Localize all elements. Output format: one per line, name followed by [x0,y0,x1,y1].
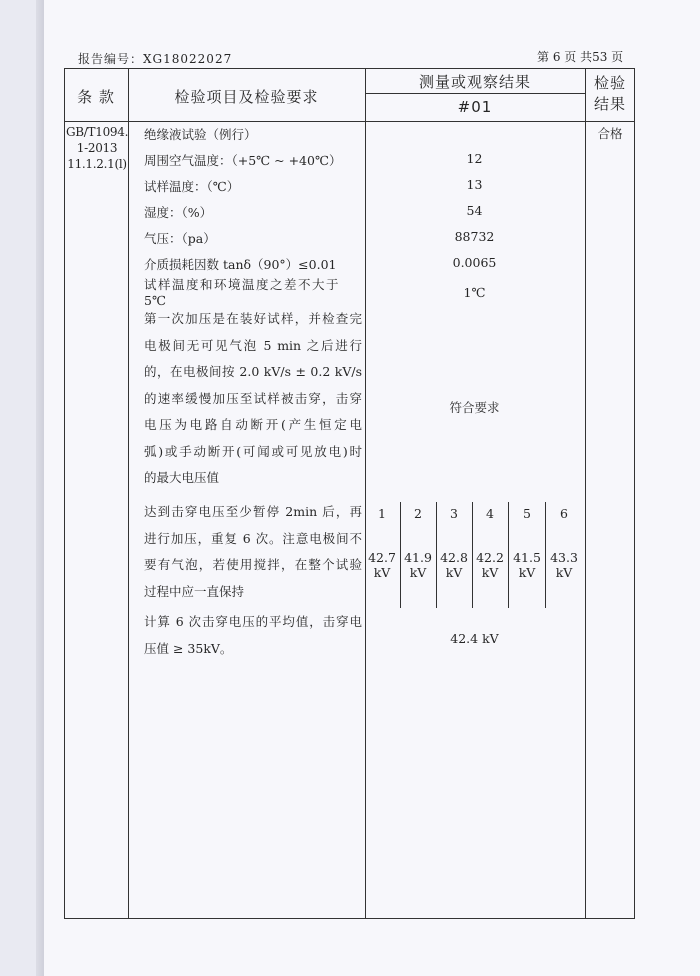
header-verdict-line1: 检验 [593,74,626,92]
header-item: 检验项目及检验要求 [174,88,319,106]
trial-voltage-unit: kV [481,565,499,580]
inspection-table [64,68,635,919]
trial-number: 4 [486,506,494,521]
test-title: 绝缘液试验（例行） [144,127,257,142]
dissipation-factor-label: 介质损耗因数 tanδ（90°）≤0.01 [144,257,337,272]
trial-voltage-unit: kV [373,565,391,580]
trial-voltage [472,550,508,580]
header-result: 测量或观察结果 [418,73,531,91]
clause-line: 11.1.2.1(l) [67,157,127,171]
column-divider [585,68,586,919]
trial-number: 2 [414,506,422,521]
average-text [144,609,362,662]
sample-temp-label: 试样温度：（℃） [144,179,240,194]
temp-diff-label-cont: 5℃ [144,293,166,308]
column-divider [128,68,129,919]
trial-voltage-value: 42.8 [440,550,468,565]
header-verdict-line2: 结果 [593,95,626,113]
trial-number: 6 [560,506,568,521]
report-number: 报告编号：XG18022027 [78,52,233,66]
clause-line: GB/T1094. [66,125,129,139]
procedure-line: 的，在电极间按 2.0 kV/s ± 0.2 kV/s [144,364,362,379]
repeat-line: 要有气泡，若使用搅拌，在整个试验 [144,557,362,572]
humidity-label: 湿度：（%） [144,205,213,220]
trial-voltage-value: 42.7 [368,550,396,565]
page-number: 第 6 页 共53 页 [537,50,624,64]
result-subheader-rule [365,93,585,94]
header-verdict [585,72,635,114]
trial-voltage-value: 43.3 [550,550,578,565]
sample-temp-value: 13 [466,177,483,192]
temp-diff-label: 试样温度和环境温度之差不大于 [144,277,341,292]
trial-voltage-unit: kV [518,565,536,580]
humidity-value: 54 [466,203,483,218]
repeat-line: 达到击穿电压至少暂停 2min 后，再 [144,504,362,519]
dissipation-factor-value: 0.0065 [452,255,497,270]
clause-reference [66,124,128,172]
pressure-value: 88732 [454,229,495,244]
trial-voltage [546,550,582,580]
procedure-line: 电压为电路自动断开(产生恒定电 [144,417,362,432]
repeat-text [144,499,362,605]
procedure-line: 的最大电压值 [144,470,220,485]
trial-voltage-unit: kV [555,565,573,580]
average-line: 计算 6 次击穿电压的平均值，击穿电 [144,614,362,629]
trial-voltage [400,550,436,580]
trial-voltage-value: 42.2 [476,550,504,565]
trial-number: 5 [523,506,531,521]
pressure-label: 气压：（pa） [144,231,216,246]
header-sample: #01 [457,98,493,116]
trial-number: 1 [378,506,386,521]
procedure-line: 电极间无可见气泡 5 min 之后进行 [144,337,362,353]
trial-voltage [436,550,472,580]
procedure-line: 第一次加压是在装好试样，并检查完 [144,311,362,326]
trial-voltage-unit: kV [409,565,427,580]
repeat-line: 进行加压，重复 6 次。注意电极间不 [144,530,362,546]
clause-line: 1-2013 [76,141,118,155]
procedure-line: 弧)或手动断开(可闻或可见放电)时 [144,443,362,459]
procedure-result: 符合要求 [449,400,500,415]
ambient-temp-label: 周围空气温度：（+5℃ ~ +40℃） [144,153,342,168]
header-clause: 条 款 [77,88,115,106]
column-divider [365,68,366,919]
trial-voltage [509,550,545,580]
average-result: 42.4 kV [450,631,499,646]
verdict-pass: 合格 [597,126,623,141]
procedure-line: 的速率缓慢加压至试样被击穿，击穿 [144,390,362,406]
trial-voltage-value: 41.5 [513,550,541,565]
average-line: 压值 ≥ 35kV。 [144,640,233,656]
temp-diff-value: 1℃ [463,285,486,300]
ambient-temp-value: 12 [466,151,483,166]
trial-number: 3 [450,506,458,521]
procedure-text [144,306,362,492]
trial-voltage [364,550,400,580]
repeat-line: 过程中应一直保持 [144,583,245,599]
page-edge [36,0,44,976]
trial-voltage-unit: kV [445,565,463,580]
header-bottom-rule [64,121,635,122]
trial-voltage-value: 41.9 [404,550,432,565]
